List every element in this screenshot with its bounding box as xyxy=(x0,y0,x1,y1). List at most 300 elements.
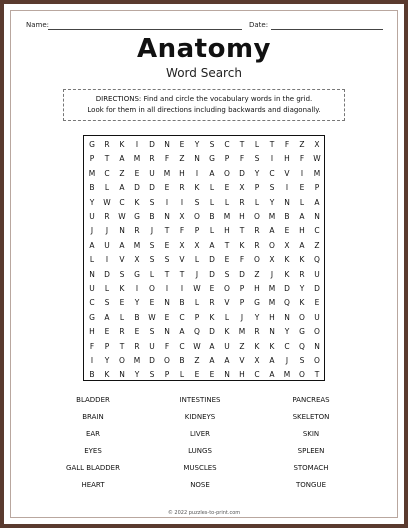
grid-letter[interactable]: G xyxy=(134,212,140,221)
grid-letter[interactable]: E xyxy=(209,284,215,293)
grid-letter[interactable]: O xyxy=(164,356,170,365)
grid-letter[interactable]: K xyxy=(254,341,260,351)
grid-letter[interactable]: O xyxy=(269,240,275,250)
grid-letter[interactable]: Q xyxy=(314,255,320,265)
grid-letter[interactable]: L xyxy=(209,183,215,193)
grid-letter[interactable]: D xyxy=(149,140,155,149)
grid-letter[interactable]: T xyxy=(104,154,110,164)
grid-letter[interactable]: W xyxy=(118,212,126,221)
grid-letter[interactable]: S xyxy=(104,298,110,308)
grid-letter[interactable]: X xyxy=(239,183,245,193)
grid-letter[interactable]: X xyxy=(269,255,275,265)
grid-letter[interactable]: N xyxy=(119,370,125,380)
grid-letter[interactable]: Z xyxy=(239,341,245,351)
grid-letter[interactable]: N xyxy=(164,298,170,308)
grid-letter[interactable]: L xyxy=(254,140,260,149)
grid-letter[interactable]: E xyxy=(164,183,170,193)
grid-letter[interactable]: S xyxy=(119,269,125,279)
grid-letter[interactable]: K xyxy=(284,269,290,279)
grid-row xyxy=(84,267,324,282)
vocab-word: LUNGS xyxy=(188,447,212,455)
grid-letter[interactable]: P xyxy=(89,154,95,164)
grid-letter[interactable]: U xyxy=(149,341,155,351)
grid-letter[interactable]: L xyxy=(104,284,110,293)
grid-letter[interactable]: T xyxy=(314,370,320,380)
grid-letter[interactable]: D xyxy=(284,284,290,293)
grid-letter[interactable]: Z xyxy=(254,269,260,279)
grid-letter[interactable]: A xyxy=(119,240,125,250)
grid-letter[interactable]: I xyxy=(105,255,109,265)
grid-letter[interactable]: G xyxy=(89,312,95,322)
grid-letter[interactable]: M xyxy=(238,327,246,337)
grid-letter[interactable]: M xyxy=(133,154,141,164)
grid-row xyxy=(84,339,324,354)
grid-letter[interactable]: E xyxy=(134,327,140,337)
grid-letter[interactable]: H xyxy=(239,370,245,380)
grid-row xyxy=(84,295,324,310)
grid-letter[interactable]: O xyxy=(149,284,155,293)
grid-letter[interactable]: B xyxy=(179,356,185,365)
grid-letter[interactable]: P xyxy=(239,298,245,308)
grid-letter[interactable]: A xyxy=(209,240,215,250)
page-title: Anatomy xyxy=(136,34,271,64)
vocab-word: LIVER xyxy=(189,430,211,438)
grid-letter[interactable]: U xyxy=(314,269,320,279)
grid-letter[interactable]: C xyxy=(179,312,185,322)
grid-letter[interactable]: G xyxy=(299,327,305,337)
grid-letter[interactable]: X xyxy=(284,240,290,250)
grid-letter[interactable]: E xyxy=(149,298,155,308)
grid-letter[interactable]: H xyxy=(269,312,275,322)
grid-letter[interactable]: R xyxy=(239,197,245,207)
grid-letter[interactable]: E xyxy=(164,240,170,250)
grid-letter[interactable]: U xyxy=(89,284,95,293)
grid-letter[interactable]: O xyxy=(314,356,320,365)
grid-letter[interactable]: B xyxy=(209,212,215,221)
grid-letter[interactable]: K xyxy=(194,183,200,193)
grid-letter[interactable]: N xyxy=(164,327,170,337)
grid-letter[interactable]: F xyxy=(239,154,245,164)
grid-letter[interactable]: E xyxy=(164,312,170,322)
grid-letter[interactable]: F xyxy=(89,341,95,351)
grid-letter[interactable]: R xyxy=(254,327,260,337)
grid-letter[interactable]: K xyxy=(269,341,275,351)
grid-letter[interactable]: L xyxy=(149,269,155,279)
grid-letter[interactable]: V xyxy=(224,298,230,308)
grid-letter[interactable]: O xyxy=(299,370,305,380)
grid-letter[interactable]: K xyxy=(284,255,290,265)
grid-letter[interactable]: T xyxy=(239,140,245,149)
grid-letter[interactable]: T xyxy=(269,140,275,149)
grid-letter[interactable]: D xyxy=(239,269,245,279)
grid-row xyxy=(84,180,324,195)
grid-letter[interactable]: U xyxy=(149,168,155,178)
grid-letter[interactable]: W xyxy=(148,312,156,322)
grid-letter[interactable]: K xyxy=(209,312,215,322)
grid-letter[interactable]: S xyxy=(269,183,275,193)
grid-letter[interactable]: S xyxy=(254,154,260,164)
grid-letter[interactable]: G xyxy=(254,298,260,308)
grid-letter[interactable]: G xyxy=(89,140,95,149)
grid-letter[interactable]: S xyxy=(149,327,155,337)
vocab-word: SKIN xyxy=(302,430,320,438)
grid-letter[interactable]: L xyxy=(89,255,95,265)
grid-letter[interactable]: E xyxy=(134,168,140,178)
grid-row xyxy=(84,353,324,368)
grid-letter[interactable]: N xyxy=(194,154,200,164)
grid-letter[interactable]: C xyxy=(179,341,185,351)
grid-letter[interactable]: K xyxy=(119,140,125,149)
grid-letter[interactable]: I xyxy=(180,197,184,207)
grid-letter[interactable]: R xyxy=(254,240,260,250)
grid-letter[interactable]: T xyxy=(224,240,230,250)
grid-letter[interactable]: J xyxy=(270,269,274,279)
grid-letter[interactable]: X xyxy=(194,240,200,250)
grid-letter[interactable]: W xyxy=(193,341,201,351)
grid-letter[interactable]: Y xyxy=(254,312,260,322)
grid-letter[interactable]: A xyxy=(269,226,275,236)
grid-letter[interactable]: K xyxy=(239,240,245,250)
grid-letter[interactable]: R xyxy=(209,298,215,308)
grid-letter[interactable]: C xyxy=(89,298,95,308)
grid-letter[interactable]: K xyxy=(104,370,110,380)
grid-letter[interactable]: Y xyxy=(284,327,290,337)
grid-letter[interactable]: K xyxy=(119,284,125,293)
grid-letter[interactable]: N xyxy=(89,269,95,279)
grid-letter[interactable]: U xyxy=(224,341,230,351)
vocab-word: PANCREAS xyxy=(292,396,330,404)
grid-letter[interactable]: N xyxy=(164,140,170,149)
grid-letter[interactable]: P xyxy=(104,341,110,351)
grid-letter[interactable]: Y xyxy=(89,197,95,207)
grid-letter[interactable]: C xyxy=(254,370,260,380)
date-field[interactable] xyxy=(271,29,383,30)
grid-letter[interactable]: P xyxy=(254,183,260,193)
grid-letter[interactable]: Y xyxy=(299,284,305,293)
grid-letter[interactable]: E xyxy=(194,370,200,380)
grid-letter[interactable]: L xyxy=(254,197,260,207)
grid-letter[interactable]: H xyxy=(299,226,305,236)
grid-letter[interactable]: Z xyxy=(194,356,200,365)
grid-letter[interactable]: Y xyxy=(134,298,140,308)
grid-letter[interactable]: W xyxy=(103,197,111,207)
grid-letter[interactable]: Y xyxy=(194,140,200,149)
grid-letter[interactable]: R xyxy=(104,212,110,221)
grid-row xyxy=(84,324,324,339)
grid-letter[interactable]: N xyxy=(269,327,275,337)
grid-letter[interactable]: N xyxy=(314,212,320,221)
grid-letter[interactable]: C xyxy=(284,341,290,351)
grid-letter[interactable]: J xyxy=(195,269,199,279)
grid-letter[interactable]: C xyxy=(119,197,125,207)
grid-letter[interactable]: Y xyxy=(134,370,140,380)
grid-letter[interactable]: I xyxy=(90,356,94,365)
grid-letter[interactable]: S xyxy=(149,197,155,207)
grid-letter[interactable]: P xyxy=(224,154,230,164)
grid-letter[interactable]: C xyxy=(224,140,230,149)
grid-letter[interactable]: F xyxy=(164,341,170,351)
grid-letter[interactable]: V xyxy=(119,255,125,265)
grid-letter[interactable]: I xyxy=(300,168,304,178)
grid-letter[interactable]: M xyxy=(133,356,141,365)
grid-letter[interactable]: M xyxy=(313,168,321,178)
grid-letter[interactable]: I xyxy=(165,284,169,293)
grid-letter[interactable]: R xyxy=(149,154,155,164)
grid-letter[interactable]: Y xyxy=(269,197,275,207)
grid-letter[interactable]: X xyxy=(254,356,260,365)
grid-letter[interactable]: N xyxy=(314,341,320,351)
directions-line-2: Look for them in all directions including backwards and diagonally. xyxy=(87,106,321,114)
grid-letter[interactable]: B xyxy=(179,298,185,308)
grid-letter[interactable]: E xyxy=(224,183,230,193)
grid-letter[interactable]: A xyxy=(269,356,275,365)
grid-row xyxy=(84,223,324,238)
grid-letter[interactable]: S xyxy=(194,197,200,207)
grid-letter[interactable]: R xyxy=(134,341,140,351)
grid-letter[interactable]: E xyxy=(104,327,110,337)
grid-letter[interactable]: O xyxy=(254,255,260,265)
grid-letter[interactable]: N xyxy=(164,212,170,221)
grid-row xyxy=(84,137,324,152)
vocab-word: NOSE xyxy=(190,481,210,489)
grid-letter[interactable]: L xyxy=(119,312,125,322)
grid-letter[interactable]: R xyxy=(104,140,110,149)
grid-letter[interactable]: L xyxy=(194,298,200,308)
grid-letter[interactable]: S xyxy=(149,370,155,380)
grid-letter[interactable]: L xyxy=(104,183,110,193)
vocab-word: EAR xyxy=(85,430,101,438)
grid-letter[interactable]: J xyxy=(285,356,289,365)
grid-letter[interactable]: M xyxy=(88,168,96,178)
grid-letter[interactable]: D xyxy=(149,183,155,193)
grid-letter[interactable]: R xyxy=(134,226,140,236)
grid-letter[interactable]: I xyxy=(135,284,139,293)
grid-letter[interactable]: I xyxy=(165,197,169,207)
grid-letter[interactable]: O xyxy=(224,284,230,293)
grid-letter[interactable]: Z xyxy=(179,154,185,164)
grid-letter[interactable]: A xyxy=(89,240,95,250)
grid-letter[interactable]: J xyxy=(90,226,94,236)
grid-letter[interactable]: E xyxy=(314,298,320,308)
grid-letter[interactable]: C xyxy=(314,226,320,236)
grid-letter[interactable]: D xyxy=(209,327,215,337)
grid-letter[interactable]: D xyxy=(314,284,320,293)
vocab-word: MUSCLES xyxy=(183,464,217,472)
grid-letter[interactable]: B xyxy=(89,370,95,380)
grid-letter[interactable]: L xyxy=(209,226,215,236)
grid-letter[interactable]: B xyxy=(134,312,140,322)
grid-letter[interactable]: Z xyxy=(314,240,320,250)
grid-letter[interactable]: V xyxy=(179,255,185,265)
vocab-word: KIDNEYS xyxy=(184,413,216,421)
grid-letter[interactable]: Q xyxy=(194,327,200,337)
grid-letter[interactable]: G xyxy=(209,154,215,164)
grid-letter[interactable]: F xyxy=(164,154,170,164)
grid-letter[interactable]: D xyxy=(209,269,215,279)
grid-letter[interactable]: L xyxy=(224,312,230,322)
grid-letter[interactable]: Q xyxy=(299,341,305,351)
grid-letter[interactable]: N xyxy=(284,312,290,322)
grid-letter[interactable]: J xyxy=(105,226,109,236)
vocab-word: TONGUE xyxy=(296,481,326,489)
grid-letter[interactable]: E xyxy=(179,140,185,149)
grid-letter[interactable]: K xyxy=(134,197,140,207)
grid-letter[interactable]: K xyxy=(224,327,230,337)
grid-row xyxy=(84,151,324,166)
grid-letter[interactable]: U xyxy=(104,240,110,250)
grid-letter[interactable]: C xyxy=(269,168,275,178)
grid-letter[interactable]: A xyxy=(179,327,185,337)
grid-letter[interactable]: O xyxy=(119,356,125,365)
grid-letter[interactable]: E xyxy=(284,226,290,236)
grid-letter[interactable]: D xyxy=(104,269,110,279)
grid-letter[interactable]: L xyxy=(224,197,230,207)
grid-letter[interactable]: N xyxy=(119,226,125,236)
grid-letter[interactable]: F xyxy=(239,255,245,265)
grid-letter[interactable]: A xyxy=(104,312,110,322)
grid-letter[interactable]: K xyxy=(299,298,305,308)
grid-letter[interactable]: Z xyxy=(119,168,125,178)
grid-letter[interactable]: D xyxy=(149,356,155,365)
grid-letter[interactable]: X xyxy=(314,140,320,149)
grid-letter[interactable]: J xyxy=(150,226,154,236)
grid-letter[interactable]: T xyxy=(239,226,245,236)
grid-letter[interactable]: L xyxy=(299,197,305,207)
grid-letter[interactable]: F xyxy=(299,154,305,164)
grid-letter[interactable]: H xyxy=(179,168,185,178)
grid-letter[interactable]: H xyxy=(254,284,260,293)
grid-letter[interactable]: I xyxy=(135,140,139,149)
grid-letter[interactable]: S xyxy=(149,255,155,265)
grid-letter[interactable]: B xyxy=(284,212,290,221)
grid-letter[interactable]: R xyxy=(299,269,305,279)
grid-letter[interactable]: C xyxy=(104,168,110,178)
grid-letter[interactable]: E xyxy=(224,255,230,265)
grid-letter[interactable]: D xyxy=(209,255,215,265)
grid-row xyxy=(84,252,324,267)
grid-letter[interactable]: Z xyxy=(299,140,305,149)
grid-letter[interactable]: L xyxy=(209,197,215,207)
grid-letter[interactable]: H xyxy=(284,154,290,164)
grid-letter[interactable]: E xyxy=(119,298,125,308)
grid-letter[interactable]: V xyxy=(284,168,290,178)
grid-letter[interactable]: H xyxy=(239,212,245,221)
grid-letter[interactable]: L xyxy=(194,255,200,265)
grid-letter[interactable]: M xyxy=(283,370,291,380)
grid-letter[interactable]: U xyxy=(89,212,95,221)
vocab-word: BLADDER xyxy=(76,396,110,404)
grid-letter[interactable]: A xyxy=(119,183,125,193)
grid-letter[interactable]: X xyxy=(134,255,140,265)
grid-letter[interactable]: T xyxy=(179,269,185,279)
grid-letter[interactable]: I xyxy=(270,154,274,164)
grid-letter[interactable]: A xyxy=(269,370,275,380)
grid-letter[interactable]: L xyxy=(179,370,185,380)
grid-letter[interactable]: I xyxy=(180,284,184,293)
grid-letter[interactable]: P xyxy=(239,284,245,293)
grid-letter[interactable]: P xyxy=(194,226,200,236)
grid-letter[interactable]: J xyxy=(240,312,244,322)
grid-letter[interactable]: T xyxy=(119,341,125,351)
grid-letter[interactable]: I xyxy=(285,183,289,193)
grid-letter[interactable]: D xyxy=(239,168,245,178)
name-field[interactable] xyxy=(48,29,242,30)
grid-letter[interactable]: T xyxy=(164,269,170,279)
grid-letter[interactable]: H xyxy=(89,327,95,337)
grid-letter[interactable]: S xyxy=(164,255,170,265)
grid-letter[interactable]: Y xyxy=(254,168,260,178)
grid-letter[interactable]: B xyxy=(89,183,95,193)
grid-letter[interactable]: P xyxy=(164,370,170,380)
grid-letter[interactable]: R xyxy=(254,226,260,236)
grid-letter[interactable]: W xyxy=(313,154,321,164)
grid-letter[interactable]: N xyxy=(284,197,290,207)
grid-letter[interactable]: R xyxy=(119,327,125,337)
vocab-word: INTESTINES xyxy=(179,396,221,404)
grid-letter[interactable]: A xyxy=(209,168,215,178)
grid-letter[interactable]: D xyxy=(134,183,140,193)
grid-letter[interactable]: S xyxy=(149,240,155,250)
grid-letter[interactable]: M xyxy=(268,212,276,221)
grid-letter[interactable]: S xyxy=(224,269,230,279)
grid-letter[interactable]: T xyxy=(164,226,170,236)
grid-letter[interactable]: P xyxy=(314,183,320,193)
grid-letter[interactable]: V xyxy=(239,356,245,365)
grid-letter[interactable]: A xyxy=(299,212,305,221)
grid-letter[interactable]: O xyxy=(254,212,260,221)
grid-letter[interactable]: K xyxy=(299,255,305,265)
grid-letter[interactable]: P xyxy=(194,312,200,322)
grid-letter[interactable]: A xyxy=(209,341,215,351)
grid-letter[interactable]: X xyxy=(179,212,185,221)
grid-letter[interactable]: F xyxy=(179,226,185,236)
grid-letter[interactable]: M xyxy=(268,284,276,293)
grid-letter[interactable]: A xyxy=(314,197,320,207)
grid-letter[interactable]: O xyxy=(314,327,320,337)
vocab-word: STOMACH xyxy=(293,464,329,472)
grid-letter[interactable]: A xyxy=(119,154,125,164)
grid-letter[interactable]: M xyxy=(268,298,276,308)
grid-letter[interactable]: S xyxy=(209,140,215,149)
grid-letter[interactable]: O xyxy=(299,312,305,322)
grid-letter[interactable]: A xyxy=(299,240,305,250)
grid-letter[interactable]: U xyxy=(314,312,320,322)
grid-letter[interactable]: X xyxy=(179,240,185,250)
grid-letter[interactable]: E xyxy=(209,370,215,380)
grid-letter[interactable]: Y xyxy=(104,356,110,365)
grid-letter[interactable]: Q xyxy=(284,298,290,308)
grid-letter[interactable]: O xyxy=(224,168,230,178)
vocab-word: SPLEEN xyxy=(297,447,325,455)
grid-letter[interactable]: E xyxy=(299,183,305,193)
grid-letter[interactable]: M xyxy=(133,240,141,250)
grid-letter[interactable]: G xyxy=(134,269,140,279)
grid-letter[interactable]: S xyxy=(299,356,305,365)
grid-letter[interactable]: H xyxy=(224,226,230,236)
grid-letter[interactable]: M xyxy=(163,168,171,178)
grid-letter[interactable]: B xyxy=(149,212,155,221)
grid-letter[interactable]: M xyxy=(223,212,231,221)
grid-letter[interactable]: O xyxy=(194,212,200,221)
grid-letter[interactable]: I xyxy=(195,168,199,178)
grid-row xyxy=(84,310,324,325)
grid-letter[interactable]: F xyxy=(284,140,290,149)
grid-letter[interactable]: A xyxy=(224,356,230,365)
grid-letter[interactable]: W xyxy=(193,284,201,293)
grid-letter[interactable]: N xyxy=(224,370,230,380)
grid-letter[interactable]: R xyxy=(179,183,185,193)
grid-letter[interactable]: A xyxy=(209,356,215,365)
